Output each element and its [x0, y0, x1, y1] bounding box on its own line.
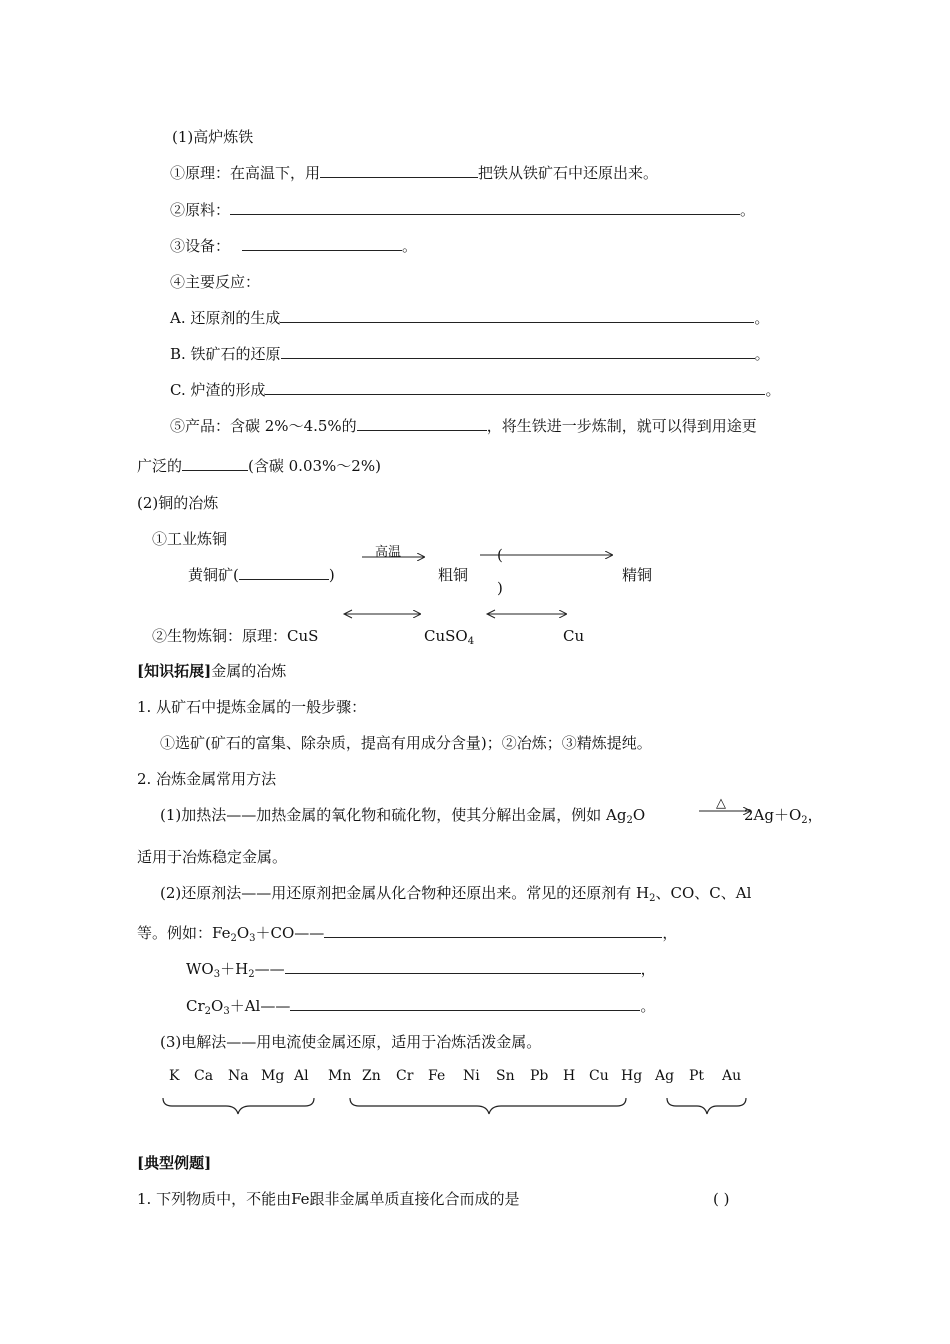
metal-item: Ca: [194, 1068, 214, 1084]
equipment-period: 。: [402, 237, 418, 255]
metal-item: Sn: [496, 1068, 515, 1084]
metal-item: Au: [722, 1068, 742, 1084]
cr-o: O: [211, 997, 224, 1015]
reaction-a-period: 。: [754, 309, 770, 327]
wo-tail: ——: [254, 960, 285, 978]
question-1: 1. 下列物质中，不能由Fe跟非金属单质直接化合而成的是: [137, 1190, 520, 1208]
heating-comma: ，: [807, 806, 823, 824]
metal-item: Mg: [261, 1068, 285, 1084]
brace-electrolysis: [163, 1098, 314, 1114]
product-pre: ⑤产品：含碳 2%～4.5%的: [170, 417, 357, 435]
fe-o: O: [236, 924, 250, 942]
reducer-post: 、CO、C、Al: [655, 884, 752, 902]
steps-text: ①选矿(矿石的富集、除杂质，提高有用成分含量)；②冶炼；③精炼提纯。: [160, 734, 652, 752]
product-tail: (含碳 0.03%～2%): [248, 457, 381, 475]
materials-label: ②原料：: [170, 201, 231, 219]
metal-item: Ag: [655, 1068, 675, 1084]
metal-item: Hg: [621, 1068, 643, 1084]
reaction-b-period: 。: [754, 345, 770, 363]
materials-period: 。: [740, 201, 756, 219]
equipment-label: ③设备：: [170, 237, 231, 255]
heating-product-sub: 2: [801, 815, 808, 826]
extension-topic: 金属的冶炼: [211, 662, 287, 680]
metal-item: Zn: [362, 1068, 381, 1084]
wo-h: ＋H: [220, 960, 249, 978]
reducer-pre: (2)还原剂法——用还原剂把金属从化合物种还原出来。常见的还原剂有 H: [160, 884, 650, 902]
ore-label: 黄铜矿(: [188, 566, 239, 584]
wo-pre: WO: [186, 960, 214, 978]
metal-item: Cr: [396, 1068, 414, 1084]
heating-pre: (1)加热法——加热金属的氧化物和硫化物，使其分解出金属，例如 Ag: [160, 806, 627, 824]
cr-period: 。: [640, 997, 656, 1015]
principle-post: 把铁从铁矿石中还原出来。: [478, 164, 659, 182]
paren-bottom: ): [497, 579, 503, 597]
metal-item: Pt: [689, 1068, 705, 1084]
wo-h-sub: 2: [248, 969, 255, 980]
principle-pre: ①原理：在高温下，用: [170, 164, 321, 182]
metal-item: K: [169, 1068, 180, 1084]
metal-item: Na: [228, 1068, 249, 1084]
reaction-c-period: 。: [765, 381, 781, 399]
fe-sub2: 3: [249, 933, 256, 944]
refined-copper: 精铜: [622, 566, 653, 584]
blast-furnace-title: (1)高炉炼铁: [172, 128, 254, 146]
metal-item: Fe: [428, 1068, 446, 1084]
brace-heating: [667, 1098, 746, 1114]
wo-sub: 3: [213, 969, 221, 980]
step-title: 1. 从矿石中提炼金属的一般步骤：: [137, 698, 367, 716]
reactions-label: ④主要反应：: [170, 273, 261, 291]
metal-item: Cu: [589, 1068, 609, 1084]
high-temp-label: 高温: [375, 545, 402, 560]
product-post: ，将生铁进一步炼制，就可以得到用途更: [486, 417, 757, 435]
bio-line: ②生物炼铜：原理：CuS: [152, 627, 319, 645]
cu-label: Cu: [563, 627, 585, 645]
copper-industrial: ①工业炼铜: [152, 530, 228, 548]
example-pre: 等。例如：Fe: [137, 924, 231, 942]
delta-symbol: △: [716, 796, 726, 811]
cr-tail: ＋Al——: [229, 997, 291, 1015]
wo-comma: ，: [640, 960, 656, 978]
cuso4-sub: 4: [467, 636, 475, 647]
reaction-b-label: B. 铁矿石的还原: [170, 345, 281, 363]
metal-item: Mn: [328, 1068, 352, 1084]
heating-product-main: 2Ag＋O: [744, 806, 802, 824]
reducer-h-sub: 2: [649, 893, 656, 904]
cr-pre: Cr: [186, 997, 205, 1015]
fe-tail: ＋CO——: [255, 924, 325, 942]
reaction-c-label: C. 炉渣的形成: [170, 381, 266, 399]
extension-label: [知识拓展]: [137, 662, 212, 680]
ore-close: ): [328, 566, 335, 584]
reaction-a-label: A. 还原剂的生成: [170, 309, 281, 327]
crude-copper: 粗铜: [438, 566, 469, 584]
metal-item: Al: [294, 1068, 309, 1084]
examples-label: [典型例题]: [137, 1154, 212, 1172]
copper-title: (2)铜的冶炼: [137, 494, 219, 512]
cuso4-main: CuSO: [424, 627, 468, 645]
method-title: 2. 冶炼金属常用方法: [137, 770, 277, 788]
product-cont: 广泛的: [137, 457, 183, 475]
heating-o: O: [632, 806, 646, 824]
cr-sub2: 3: [223, 1006, 230, 1017]
electrolysis-line: (3)电解法——用电流使金属还原，适用于冶炼活泼金属。: [160, 1033, 542, 1051]
paren-top: (: [497, 546, 503, 564]
cr-sub1: 2: [204, 1006, 212, 1017]
heating-sub: 2: [626, 815, 633, 826]
fe-sub1: 2: [230, 933, 237, 944]
fe-comma: ，: [662, 924, 678, 942]
brace-reducer: [350, 1098, 626, 1114]
question-1-answer-paren[interactable]: ( ): [713, 1190, 730, 1208]
metal-item: H: [563, 1068, 576, 1084]
metal-item: Pb: [530, 1068, 549, 1084]
heating-use: 适用于冶炼稳定金属。: [137, 848, 288, 866]
metal-item: Ni: [463, 1068, 480, 1084]
